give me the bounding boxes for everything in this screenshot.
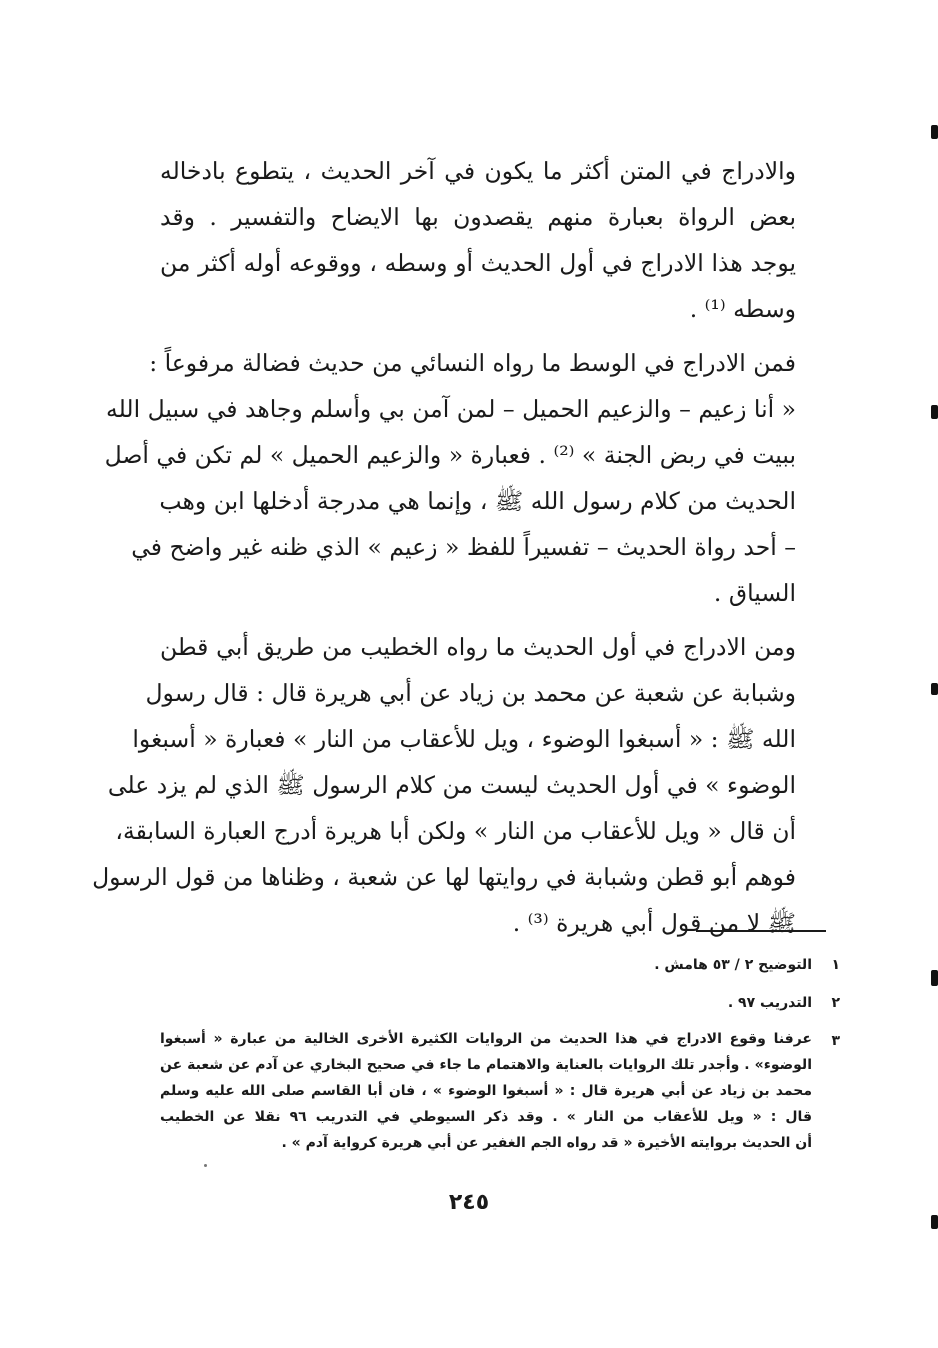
scan-speck — [204, 1164, 207, 1167]
text-line: فوهم أبو قطن وشبابة في روايتها لها عن شعبة ، وظناها من قول الرسول — [92, 863, 796, 891]
footnote-line: أن الحديث بروايته الأخيرة « قد رواه الجم الغفير عن أبي هريرة كرواية آدم » . — [281, 1135, 812, 1151]
footnote-3 — [160, 1026, 840, 1156]
footnote-1 — [160, 950, 840, 980]
text-line: ببيت في ربض الجنة » ⁽²⁾ . فعبارة « والزعيم الحميل » لم تكن في أصل — [104, 441, 796, 469]
footnotes — [160, 950, 840, 1156]
text-line: السياق . — [713, 579, 796, 607]
page-number: ٢٤٥ — [448, 1190, 490, 1215]
text-line: ﷺ لا من قول أبي هريرة ⁽³⁾ . — [512, 909, 796, 937]
main-text — [92, 148, 838, 954]
footnote-separator — [696, 930, 826, 932]
footnote-text: التوضيح ٢ / ٥٣ هامش . — [654, 957, 812, 973]
paragraph-3 — [92, 624, 838, 946]
paragraph-2 — [104, 340, 838, 616]
text-line: – أحد رواة الحديث – تفسيراً للفظ « زعيم » الذي ظنه غير واضح في — [131, 533, 796, 561]
footnote-2 — [160, 988, 840, 1018]
text-line: يوجد هذا الادراج في أول الحديث أو وسطه ، ووقوعه أوله أكثر من — [160, 249, 796, 277]
footnote-text — [160, 1026, 812, 1156]
text-line: بعض الرواة بعبارة منهم يقصدون بها الايضاح والتفسير . وقد — [160, 203, 796, 231]
text-line: الله ﷺ : « أسبغوا الوضوء ، ويل للأعقاب من النار » فعبارة « أسبغوا — [132, 725, 796, 753]
footnote-number: ٣ — [831, 1033, 840, 1049]
text-line: « أنا زعيم – والزعيم الحميل – لمن آمن بي وأسلم وجاهد في سبيل الله — [106, 395, 796, 423]
scan-edge-mark — [931, 970, 938, 986]
scan-edge-mark — [931, 683, 938, 695]
footnote-text: التدريب ٩٧ . — [727, 995, 812, 1011]
text-line: الحديث من كلام رسول الله ﷺ ، وإنما هي مدرجة أدخلها ابن وهب — [159, 487, 796, 515]
footnote-line: عرفنا وقوع الادراج في هذا الحديث من الروايات الكثيرة الأخرى الخالية من عبارة « أسبغوا — [160, 1031, 812, 1047]
text-line: ومن الادراج في أول الحديث ما رواه الخطيب من طريق أبي قطن — [160, 633, 796, 661]
text-line: وشبابة عن شعبة عن محمد بن زياد عن أبي هريرة قال : قال رسول — [145, 679, 796, 707]
footnote-line: الوضوء» . وأجدر تلك الروايات بالعناية والاهتمام ما جاء في صحيح البخاري عن آدم عن شعبة عن — [160, 1057, 812, 1073]
text-line: الوضوء » في أول الحديث ليست من كلام الرسول ﷺ الذي لم يزد على — [107, 771, 796, 799]
text-line: فمن الادراج في الوسط ما رواه النسائي من حديث فضالة مرفوعاً : — [149, 349, 796, 377]
text-line: أن قال « ويل للأعقاب من النار » ولكن أبا هريرة أدرج العبارة السابقة، — [115, 817, 796, 845]
footnote-number: ١ — [831, 957, 840, 973]
text-line: وسطه ⁽¹⁾ . — [689, 295, 796, 323]
text-line: والادراج في المتن أكثر ما يكون في آخر الحديث ، يتطوع بادخاله — [160, 157, 796, 185]
scan-edge-mark — [931, 405, 938, 419]
footnote-line: محمد بن زياد عن أبي هريرة قال : « أسبغوا الوضوء » ، فان أبا القاسم صلى الله عليه وسلم — [160, 1083, 812, 1099]
scan-edge-mark — [931, 1215, 938, 1229]
footnote-number: ٢ — [831, 995, 840, 1011]
footnote-line: قال : « ويل للأعقاب من النار » . وقد ذكر السيوطي في التدريب ٩٦ نقلا عن الخطيب — [160, 1109, 812, 1125]
scan-edge-mark — [931, 125, 938, 139]
paragraph-1 — [160, 148, 838, 332]
